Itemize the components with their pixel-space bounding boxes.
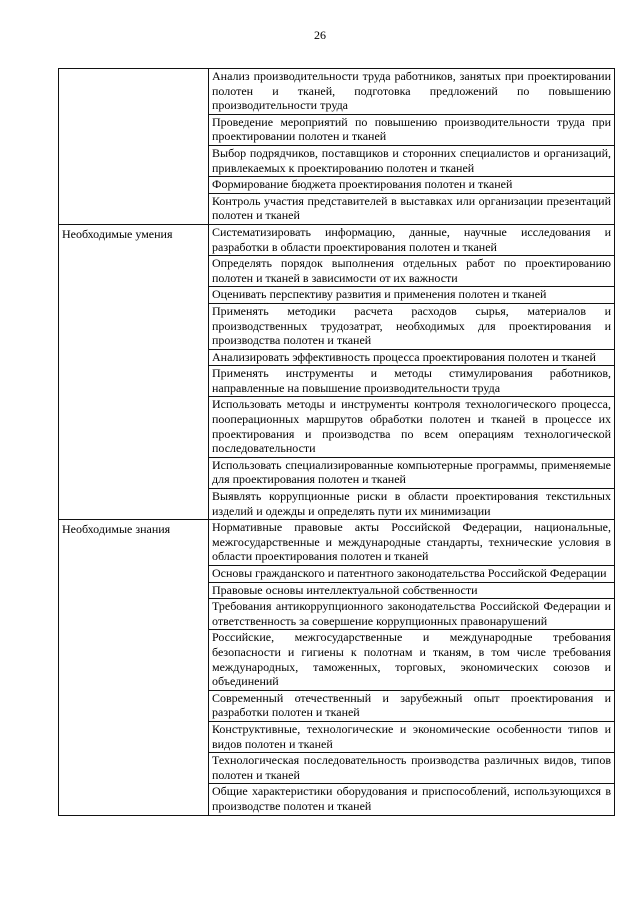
list-item: Технологическая последовательность производства различных видов, типов полотен и тканей xyxy=(209,753,615,784)
list-item: Современный отечественный и зарубежный опыт проектирования и разработки полотен и тканей xyxy=(209,690,615,721)
section-label-knowledge: Необходимые знания xyxy=(59,520,209,815)
list-item: Анализ производительности труда работников, занятых при проектировании полотен и тканей, подготовка предложений по повышению производительности труда xyxy=(209,69,615,115)
list-item: Конструктивные, технологические и экономические особенности типов и видов полотен и тканей xyxy=(209,721,615,752)
section-label-labor-actions xyxy=(59,69,209,225)
list-item: Определять порядок выполнения отдельных работ по проектированию полотен и тканей в зависимости от их важности xyxy=(209,256,615,287)
list-item: Использовать специализированные компьютерные программы, применяемые для проектирования полотен и тканей xyxy=(209,457,615,488)
list-item: Систематизировать информацию, данные, научные исследования и разработки в области проектирования полотен и тканей xyxy=(209,224,615,255)
list-item: Применять методики расчета расходов сырья, материалов и производственных трудозатрат, необходимых для проектирования и производства полотен и тканей xyxy=(209,303,615,349)
list-item: Формирование бюджета проектирования полотен и тканей xyxy=(209,177,615,194)
list-item: Основы гражданского и патентного законодательства Российской Федерации xyxy=(209,566,615,583)
list-item: Нормативные правовые акты Российской Федерации, национальные, межгосударственные и международные стандарты, технические условия в области проектирования полотен и тканей xyxy=(209,520,615,566)
list-item: Российские, межгосударственные и международные требования безопасности и гигиены к полотнам и тканям, в том числе требования международных, таможенных, торговых, экономических союзов и объединений xyxy=(209,630,615,690)
list-item: Выбор подрядчиков, поставщиков и сторонних специалистов и организаций, привлекаемых к проектированию полотен и тканей xyxy=(209,145,615,176)
list-item: Общие характеристики оборудования и приспособлений, использующихся в производстве полотен и тканей xyxy=(209,784,615,815)
requirements-table xyxy=(58,68,615,816)
section-label-skills: Необходимые умения xyxy=(59,224,209,519)
list-item: Требования антикоррупционного законодательства Российской Федерации и ответственность за совершение коррупционных правонарушений xyxy=(209,599,615,630)
list-item: Оценивать перспективу развития и применения полотен и тканей xyxy=(209,287,615,304)
page-number: 26 xyxy=(314,28,326,42)
list-item: Применять инструменты и методы стимулирования работников, направленные на повышение производительности труда xyxy=(209,366,615,397)
list-item: Использовать методы и инструменты контроля технологического процесса, пооперационных маршрутов обработки полотен и тканей в процессе их проектирования и производства по всем операциям технологической последовательности xyxy=(209,397,615,457)
table-row xyxy=(59,520,615,566)
list-item: Правовые основы интеллектуальной собственности xyxy=(209,582,615,599)
list-item: Выявлять коррупционные риски в области проектирования текстильных изделий и одежды и определять пути их минимизации xyxy=(209,489,615,520)
list-item: Проведение мероприятий по повышению производительности труда при проектировании полотен и тканей xyxy=(209,114,615,145)
list-item: Контроль участия представителей в выставках или организации презентаций полотен и тканей xyxy=(209,193,615,224)
list-item: Анализировать эффективность процесса проектирования полотен и тканей xyxy=(209,349,615,366)
table-row xyxy=(59,224,615,255)
table-row xyxy=(59,69,615,115)
